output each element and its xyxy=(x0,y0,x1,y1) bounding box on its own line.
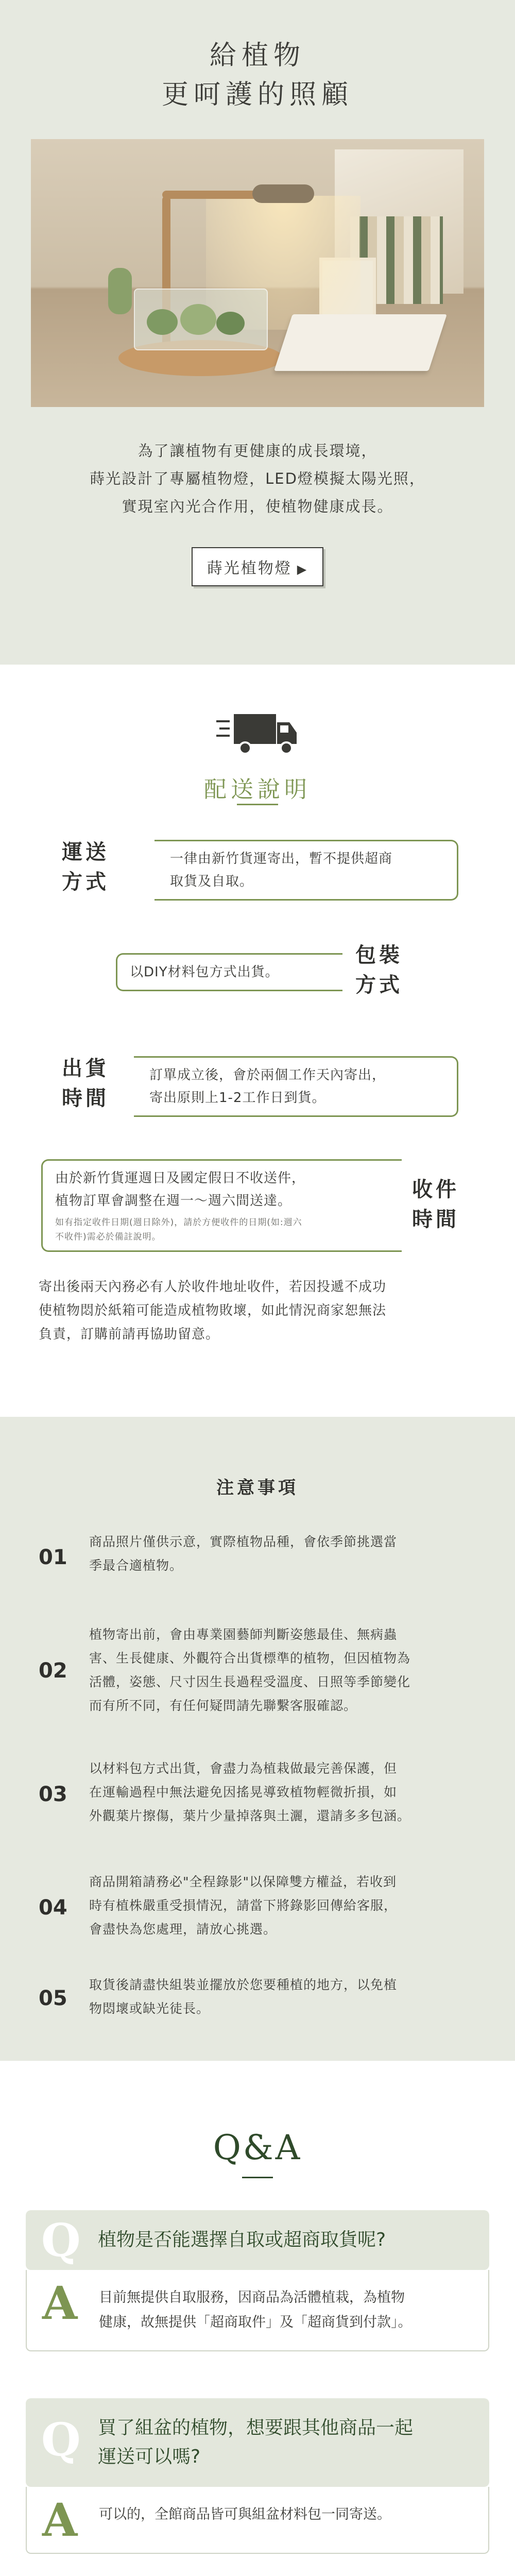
shipping-section xyxy=(0,665,515,1417)
notice-line: 以材料包方式出貨，會盡力為植栽做最完善保護，但 xyxy=(89,1761,398,1776)
delivery-method-label xyxy=(62,837,109,897)
hero-intro-line2: 蒔光設計了專屬植物燈，LED燈模擬太陽光照， xyxy=(90,470,425,487)
notice-line: 取貨後請盡快組裝並擺放於您要種植的地方，以免植 xyxy=(89,1977,398,1992)
delivery-method-box xyxy=(154,840,458,901)
notice-text xyxy=(89,1757,480,1828)
receive-time-note-line2: 不收件)需必於備註說明。 xyxy=(55,1232,161,1242)
succulent-2 xyxy=(180,304,216,335)
notice-title: 注意事項 xyxy=(216,1478,299,1498)
qa-title-rule xyxy=(242,2177,273,2178)
dispatch-time-label xyxy=(62,1054,109,1113)
shipping-warning xyxy=(39,1275,476,1346)
notice-line: 商品照片僅供示意，實際植物品種，會依季節挑選當 xyxy=(89,1534,398,1549)
succulent-4 xyxy=(108,268,132,314)
hero-intro xyxy=(0,437,515,520)
lamp-head xyxy=(252,184,314,203)
dispatch-time-text-line2: 寄出原則上1-2工作日到貨。 xyxy=(149,1090,326,1106)
notice-line: 而有所不同，有任何疑問請先聯繫客服確認。 xyxy=(89,1698,357,1713)
notice-section xyxy=(0,1417,515,2061)
notice-number: 05 xyxy=(39,1987,67,2010)
notice-number: 04 xyxy=(39,1896,67,1920)
dispatch-time-box xyxy=(134,1056,458,1117)
shipping-warning-line2: 使植物悶於紙箱可能造成植物敗壞，如此情況商家恕無法 xyxy=(39,1303,387,1318)
packing-method-label xyxy=(355,940,403,1000)
hero-intro-line1: 為了讓植物有更健康的成長環境， xyxy=(138,442,377,460)
product-photo xyxy=(31,139,484,407)
hero-title-line2: 更呵護的照顧 xyxy=(161,79,353,110)
notice-line: 外觀葉片擦傷，葉片少量掉落與土灑，還請多多包涵。 xyxy=(89,1808,411,1823)
notice-line: 害、生長健康、外觀符合出貨標準的植物，但因植物為 xyxy=(89,1651,411,1666)
q-letter: Q xyxy=(41,2413,81,2466)
receive-time-note xyxy=(55,1215,386,1244)
qa-item-1 xyxy=(26,2210,489,2351)
shipping-title: 配送說明 xyxy=(204,776,311,803)
receive-time-label-line1: 收件 xyxy=(412,1178,459,1201)
delivery-method-text-line1: 一律由新竹貨運寄出，暫不提供超商 xyxy=(170,851,393,867)
notice-line: 會盡快為您處理，請放心挑選。 xyxy=(89,1922,277,1937)
plant-lamp-button[interactable] xyxy=(192,547,323,586)
question-line: 運送可以嗎? xyxy=(98,2446,201,2467)
dispatch-time-label-line1: 出貨 xyxy=(62,1057,109,1080)
notice-number: 02 xyxy=(39,1659,67,1683)
packing-method-label-line1: 包裝 xyxy=(355,943,403,967)
question[interactable] xyxy=(26,2398,489,2487)
hero-section xyxy=(0,0,515,665)
notice-number: 03 xyxy=(39,1783,67,1806)
succulent-1 xyxy=(147,309,178,335)
answer xyxy=(26,2487,489,2554)
notice-text xyxy=(89,1973,480,2021)
notice-line: 植物寄出前，會由專業園藝師判斷姿態最佳、無病蟲 xyxy=(89,1627,398,1642)
open-book xyxy=(274,314,447,371)
receive-time-box xyxy=(41,1159,402,1252)
q-letter: Q xyxy=(41,2213,81,2267)
question-line: 植物是否能選擇自取或超商取貨呢? xyxy=(98,2229,386,2250)
notice-number: 01 xyxy=(39,1546,67,1569)
notice-text xyxy=(89,1870,480,1941)
notice-line: 在運輸過程中無法避免因搖晃導致植物輕微折損，如 xyxy=(89,1785,398,1800)
a-letter: A xyxy=(42,2276,78,2330)
qa-item-2 xyxy=(26,2398,489,2554)
notice-line: 活體，姿態、尺寸因生長過程受溫度、日照等季節變化 xyxy=(89,1674,411,1689)
question[interactable] xyxy=(26,2210,489,2270)
packing-method-box xyxy=(116,953,342,991)
notice-line: 季最合適植物。 xyxy=(89,1558,183,1573)
receive-time-note-line1: 如有指定收件日期(週日除外)，請於方便收件的日期(如:週六 xyxy=(55,1217,302,1228)
receive-time-label-line2: 時間 xyxy=(412,1208,459,1231)
receive-time-label xyxy=(412,1175,459,1234)
notice-text xyxy=(89,1623,480,1718)
notice-line: 商品開箱請務必"全程錄影"以保障雙方權益，若收到 xyxy=(89,1874,397,1889)
shipping-title-rule xyxy=(237,804,278,805)
plant-lamp-button-label: 蒔光植物燈 xyxy=(207,560,292,578)
packing-method-label-line2: 方式 xyxy=(355,973,403,997)
receive-time-text-line1: 由於新竹貨運週日及國定假日不收送件， xyxy=(55,1171,306,1186)
notice-line: 時有植株嚴重受損情況，請當下將錄影回傳給客服， xyxy=(89,1898,398,1913)
delivery-method-label-line2: 方式 xyxy=(62,870,109,894)
delivery-method-label-line1: 運送 xyxy=(62,840,109,864)
a-letter: A xyxy=(42,2493,78,2547)
question-line: 買了組盆的植物，想要跟其他商品一起 xyxy=(98,2417,414,2438)
notice-text xyxy=(89,1530,480,1578)
delivery-method-text-line2: 取貨及自取。 xyxy=(170,874,254,889)
hero-intro-line3: 實現室內光合作用，使植物健康成長。 xyxy=(122,498,393,515)
truck-icon xyxy=(216,711,299,757)
receive-time-text-line2: 植物訂單會調整在週一～週六間送達。 xyxy=(55,1193,292,1209)
answer-line: 可以的，全館商品皆可與組盆材料包一同寄送。 xyxy=(99,2506,391,2522)
answer-line: 目前無提供自取服務，因商品為活體植栽，為植物 xyxy=(99,2290,405,2306)
hero-title-line1: 給植物 xyxy=(209,40,305,71)
notice-line: 物悶壞或缺光徒長。 xyxy=(89,2001,210,2016)
succulent-3 xyxy=(216,312,245,335)
shipping-warning-line3: 負責，訂購前請再協助留意。 xyxy=(39,1327,220,1342)
shipping-warning-line1: 寄出後兩天內務必有人於收件地址收件，若因投遞不成功 xyxy=(39,1279,387,1295)
answer xyxy=(26,2270,489,2351)
qa-section xyxy=(0,2061,515,2576)
triangle-right-icon: ▶ xyxy=(297,562,308,577)
answer-line: 健康，故無提供「超商取件」及「超商貨到付款」。 xyxy=(99,2314,412,2330)
dispatch-time-label-line2: 時間 xyxy=(62,1087,109,1110)
qa-title: Q&A xyxy=(213,2128,302,2167)
hero-title xyxy=(0,36,515,114)
dispatch-time-text-line1: 訂單成立後，會於兩個工作天內寄出， xyxy=(149,1067,386,1083)
packing-method-text-line1: 以DIY材料包方式出貨。 xyxy=(130,964,279,980)
